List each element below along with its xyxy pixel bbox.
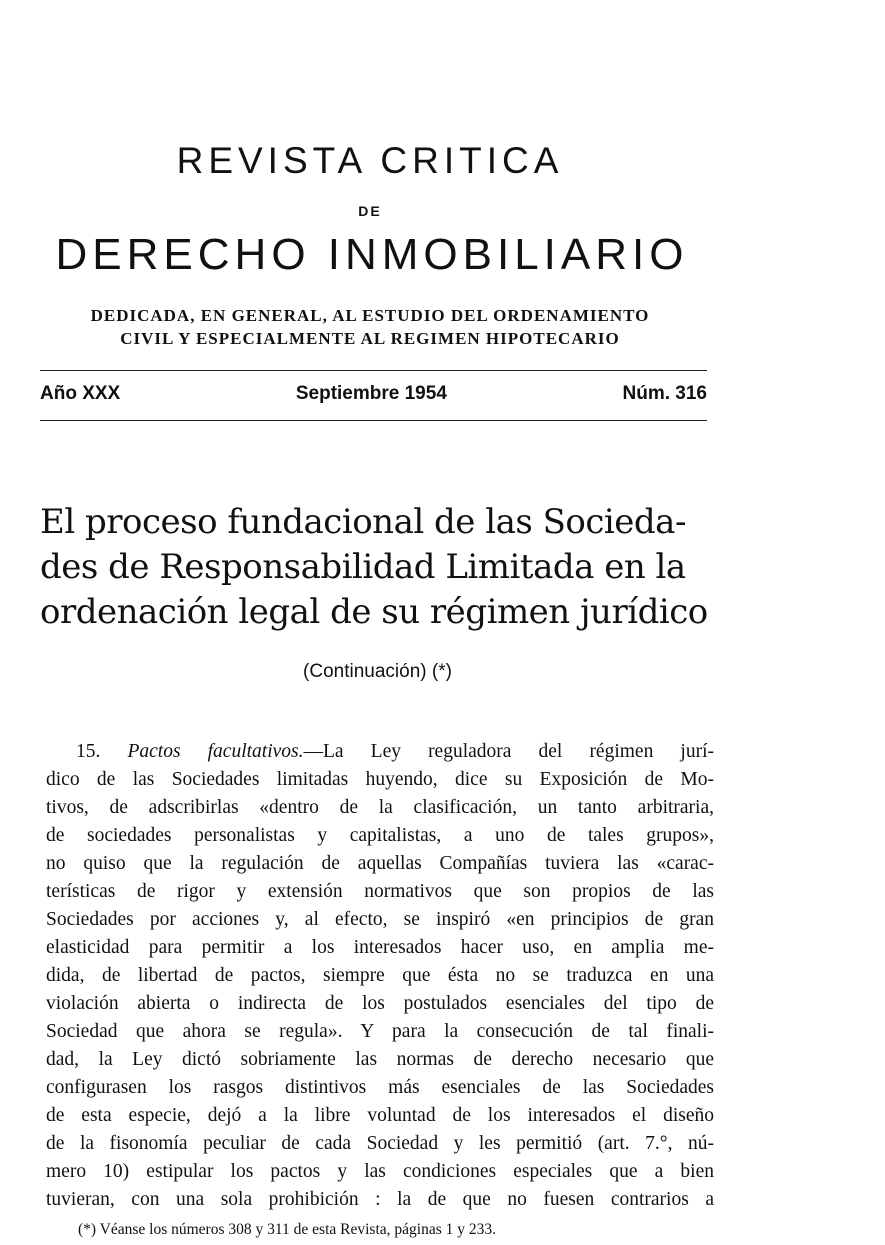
- journal-subtitle-line2: CIVIL Y ESPECIALMENTE AL REGIMEN HIPOTECARIO: [120, 329, 620, 348]
- body-line: de sociedades personalistas y capitalistas, a uno de tales grupos»,: [46, 825, 714, 846]
- paragraph-number: 15.: [76, 741, 101, 762]
- body-line: dida, de libertad de pactos, siempre que ésta no se traduzca en una: [46, 965, 714, 986]
- header-rule-bottom: [40, 420, 707, 421]
- issue-number: Núm. 316: [622, 383, 707, 404]
- header-rule-top: [40, 370, 707, 371]
- journal-subtitle-line1: DEDICADA, EN GENERAL, AL ESTUDIO DEL ORDENAMIENTO: [90, 306, 650, 325]
- body-line: dad, la Ley dictó sobriamente las normas de derecho necesario que: [46, 1049, 714, 1070]
- body-line: configurasen los rasgos distintivos más esenciales de las Sociedades: [46, 1077, 714, 1098]
- body-line: mero 10) estipular los pactos y las condiciones especiales que a bien: [46, 1161, 714, 1182]
- article-title-line: El proceso fundacional de las Socieda-: [40, 502, 686, 542]
- body-line: terísticas de rigor y extensión normativos que son propios de las: [46, 881, 714, 902]
- journal-title-de: DE: [358, 203, 382, 219]
- body-line: tuvieran, con una sola prohibición : la de que no fuesen contrarios a: [46, 1189, 714, 1210]
- issue-info-row: [40, 383, 707, 405]
- body-line: de la fisonomía peculiar de cada Sociedad y les permitió (art. 7.°, nú-: [46, 1133, 714, 1154]
- journal-title-line1: REVISTA CRITICA: [176, 140, 564, 181]
- continuation-note: (Continuación) (*): [303, 661, 452, 682]
- body-line: tivos, de adscribirlas «dentro de la clasificación, un tanto arbitraria,: [46, 797, 714, 818]
- footnote: (*) Véanse los números 308 y 311 de esta Revista, páginas 1 y 233.: [78, 1221, 496, 1238]
- article-body: [46, 738, 714, 1214]
- paragraph-heading: Pactos facultativos.: [127, 741, 304, 762]
- body-line-text: —La Ley reguladora del régimen jurí-: [303, 741, 714, 762]
- article-title-line: ordenación legal de su régimen jurídico: [40, 592, 708, 632]
- body-line: dico de las Sociedades limitadas huyendo, dice su Exposición de Mo-: [46, 769, 714, 790]
- body-line: Sociedades por acciones y, al efecto, se inspiró «en principios de gran: [46, 909, 714, 930]
- journal-subtitle: [40, 304, 700, 350]
- body-line: elasticidad para permitir a los interesados hacer uso, en amplia me-: [46, 937, 714, 958]
- journal-title-line2: DERECHO INMOBILIARIO: [55, 230, 689, 279]
- body-line: no quiso que la regulación de aquellas Compañías tuviera las «carac-: [46, 853, 714, 874]
- issue-date: Septiembre 1954: [295, 383, 447, 404]
- article-title: [40, 500, 720, 635]
- body-line-first: [46, 738, 714, 766]
- body-line: violación abierta o indirecta de los postulados esenciales del tipo de: [46, 993, 714, 1014]
- body-line: Sociedad que ahora se regula». Y para la consecución de tal finali-: [46, 1021, 714, 1042]
- article-title-line: des de Responsabilidad Limitada en la: [40, 547, 686, 587]
- body-line: de esta especie, dejó a la libre voluntad de los interesados el diseño: [46, 1105, 714, 1126]
- issue-year: Año XXX: [40, 383, 121, 404]
